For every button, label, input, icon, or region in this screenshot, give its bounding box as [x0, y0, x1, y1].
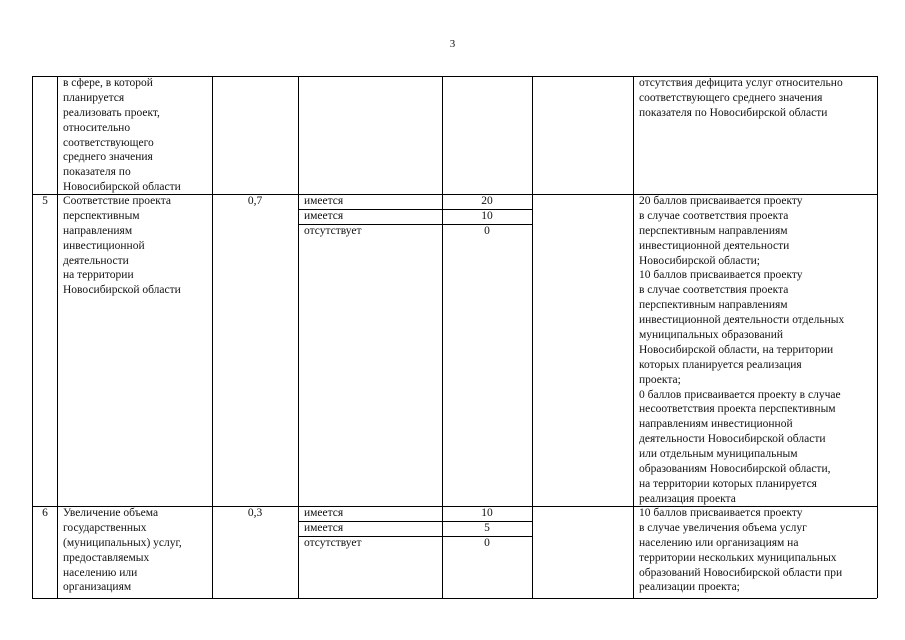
text-line: среднего значения [63, 151, 153, 164]
text-line: отсутствия дефицита услуг относительно [639, 77, 843, 89]
option-score: 10 [481, 507, 493, 519]
text-line: 0 баллов присваивается проекту в случае [639, 388, 841, 401]
text-line: территории нескольких муниципальных [639, 551, 837, 564]
option-score: 20 [481, 195, 493, 207]
text-line: планируется [63, 91, 125, 104]
text-line: деятельности [63, 254, 129, 267]
text-line: Новосибирской области, на территории [639, 343, 834, 356]
text-line: Соответствие проекта [63, 195, 171, 207]
text-line: (муниципальных) услуг, [63, 536, 182, 549]
text-line: инвестиционной деятельности [639, 239, 790, 252]
text-line: инвестиционной [63, 239, 145, 252]
text-line: направлениям [63, 224, 133, 237]
option-label: имеется [304, 522, 344, 534]
text-line: направлениям инвестиционной [639, 418, 793, 431]
text-line: населению или организациям на [639, 536, 799, 549]
option-label: отсутствует [304, 225, 362, 237]
text-line: деятельности Новосибирской области [639, 433, 826, 446]
text-line: в случае увеличения объема услуг [639, 521, 807, 534]
text-line: которых планируется реализация [639, 358, 802, 371]
text-line: перспективным направлениям [639, 299, 788, 312]
criterion-description [639, 506, 842, 595]
table-row [32, 506, 877, 599]
row-number: 6 [42, 507, 48, 519]
text-line: Увеличение объема [63, 507, 159, 519]
text-line: показателя по Новосибирской области [639, 106, 828, 119]
criterion-weight: 0,3 [247, 507, 263, 519]
option-label: имеется [304, 210, 344, 222]
text-line: Новосибирской области; [639, 254, 760, 267]
text-line: в сфере, в которой [63, 77, 153, 89]
text-line: 20 баллов присваивается проекту [639, 195, 803, 207]
option-score: 0 [484, 225, 490, 237]
text-line: перспективным [63, 209, 140, 222]
criterion-name [63, 76, 181, 195]
text-line: населению или [63, 566, 138, 579]
text-line: в случае соответствия проекта [639, 284, 789, 297]
table-row [32, 76, 877, 194]
text-line: на территории которых планируется [639, 477, 817, 490]
criterion-name [63, 506, 182, 595]
text-line: соответствующего среднего значения [639, 91, 823, 104]
text-line: государственных [63, 521, 147, 534]
text-line: 10 баллов присваивается проекту [639, 507, 803, 519]
option-score: 10 [481, 210, 493, 222]
option-score: 5 [484, 522, 490, 534]
text-line: проекта; [639, 373, 681, 386]
text-line: в случае соответствия проекта [639, 209, 789, 222]
text-line: Новосибирской области [63, 284, 181, 297]
text-line: предоставляемых [63, 551, 150, 564]
option-score: 0 [484, 537, 490, 549]
text-line: перспективным направлениям [639, 224, 788, 237]
text-line: или отдельным муниципальным [639, 448, 798, 461]
text-line: реализации проекта; [639, 581, 740, 594]
option-label: имеется [304, 507, 344, 519]
criterion-description [639, 194, 844, 507]
criterion-name [63, 194, 181, 298]
text-line: реализация проекта [639, 492, 736, 505]
text-line: показателя по [63, 166, 131, 179]
criteria-table [32, 76, 877, 599]
text-line: организациям [63, 581, 132, 594]
text-line: 10 баллов присваивается проекту [639, 269, 803, 282]
text-line: муниципальных образований [639, 329, 784, 342]
criterion-description [639, 76, 843, 121]
criterion-weight: 0,7 [247, 195, 263, 207]
row-number: 5 [42, 195, 48, 207]
text-line: инвестиционной деятельности отдельных [639, 314, 845, 327]
text-line: образованиям Новосибирской области, [639, 463, 831, 476]
text-line: образований Новосибирской области при [639, 566, 843, 579]
text-line: несоответствия проекта перспективным [639, 403, 836, 416]
text-line: соответствующего [63, 136, 154, 149]
text-line: Новосибирской области [63, 181, 181, 194]
text-line: относительно [63, 121, 131, 134]
option-label: отсутствует [304, 537, 362, 549]
text-line: на территории [63, 269, 134, 282]
table-row [32, 194, 877, 506]
page-number: 3 [449, 38, 456, 50]
option-label: имеется [304, 195, 344, 207]
text-line: реализовать проект, [63, 106, 160, 119]
